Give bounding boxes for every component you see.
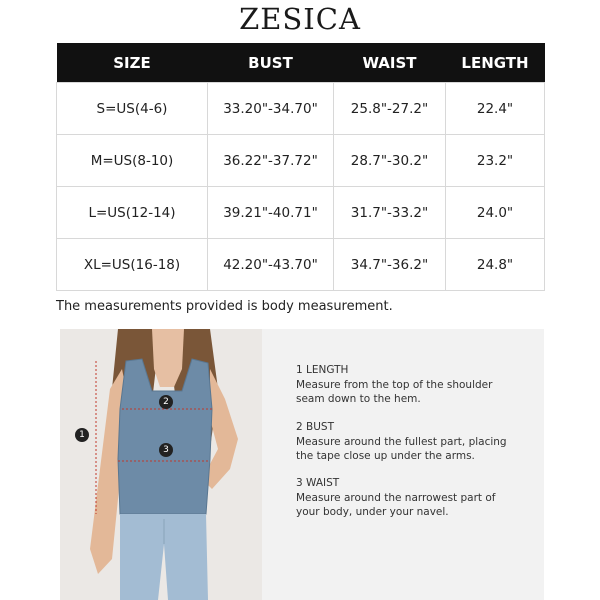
measurement-note: The measurements provided is body measurement.	[56, 299, 393, 314]
cell-waist: 28.7"-30.2"	[334, 135, 446, 187]
size-chart-table	[56, 43, 545, 291]
bust-desc-line: the tape close up under the arms.	[296, 450, 475, 462]
cell-waist: 34.7"-36.2"	[334, 239, 446, 291]
header-bust: BUST	[208, 43, 334, 83]
waist-desc-line: Measure around the narrowest part of	[296, 491, 496, 504]
bust-desc-line: Measure around the fullest part, placing	[296, 435, 507, 448]
cell-bust: 33.20"-34.70"	[208, 83, 334, 135]
length-desc-line: seam down to the hem.	[296, 393, 421, 405]
cell-size: M=US(8-10)	[57, 135, 208, 187]
cell-bust: 42.20"-43.70"	[208, 239, 334, 291]
cell-length: 24.8"	[446, 239, 545, 291]
cell-size: XL=US(16-18)	[57, 239, 208, 291]
header-waist: WAIST	[334, 43, 446, 83]
bust-instruction	[296, 420, 536, 464]
cell-bust: 36.22"-37.72"	[208, 135, 334, 187]
bust-marker: 2	[159, 395, 173, 409]
length-desc-line: Measure from the top of the shoulder	[296, 378, 493, 391]
cell-length: 22.4"	[446, 83, 545, 135]
length-title: 1 LENGTH	[296, 364, 349, 376]
model-photo	[60, 329, 262, 600]
length-instruction	[296, 363, 536, 407]
length-marker: 1	[75, 428, 89, 442]
header-size: SIZE	[57, 43, 208, 83]
cell-bust: 39.21"-40.71"	[208, 187, 334, 239]
table-row	[57, 187, 545, 239]
bust-title: 2 BUST	[296, 421, 334, 433]
waist-marker: 3	[159, 443, 173, 457]
header-length: LENGTH	[446, 43, 545, 83]
model-illustration	[60, 329, 262, 600]
waist-instruction	[296, 476, 536, 520]
brand-logo: ZESICA	[239, 2, 361, 36]
table-header-row	[57, 43, 545, 83]
cell-length: 23.2"	[446, 135, 545, 187]
cell-size: S=US(4-6)	[57, 83, 208, 135]
table-row	[57, 135, 545, 187]
waist-title: 3 WAIST	[296, 477, 340, 489]
cell-size: L=US(12-14)	[57, 187, 208, 239]
cell-waist: 25.8"-27.2"	[334, 83, 446, 135]
table-row	[57, 83, 545, 135]
waist-desc-line: your body, under your navel.	[296, 506, 449, 518]
cell-length: 24.0"	[446, 187, 545, 239]
table-row	[57, 239, 545, 291]
cell-waist: 31.7"-33.2"	[334, 187, 446, 239]
